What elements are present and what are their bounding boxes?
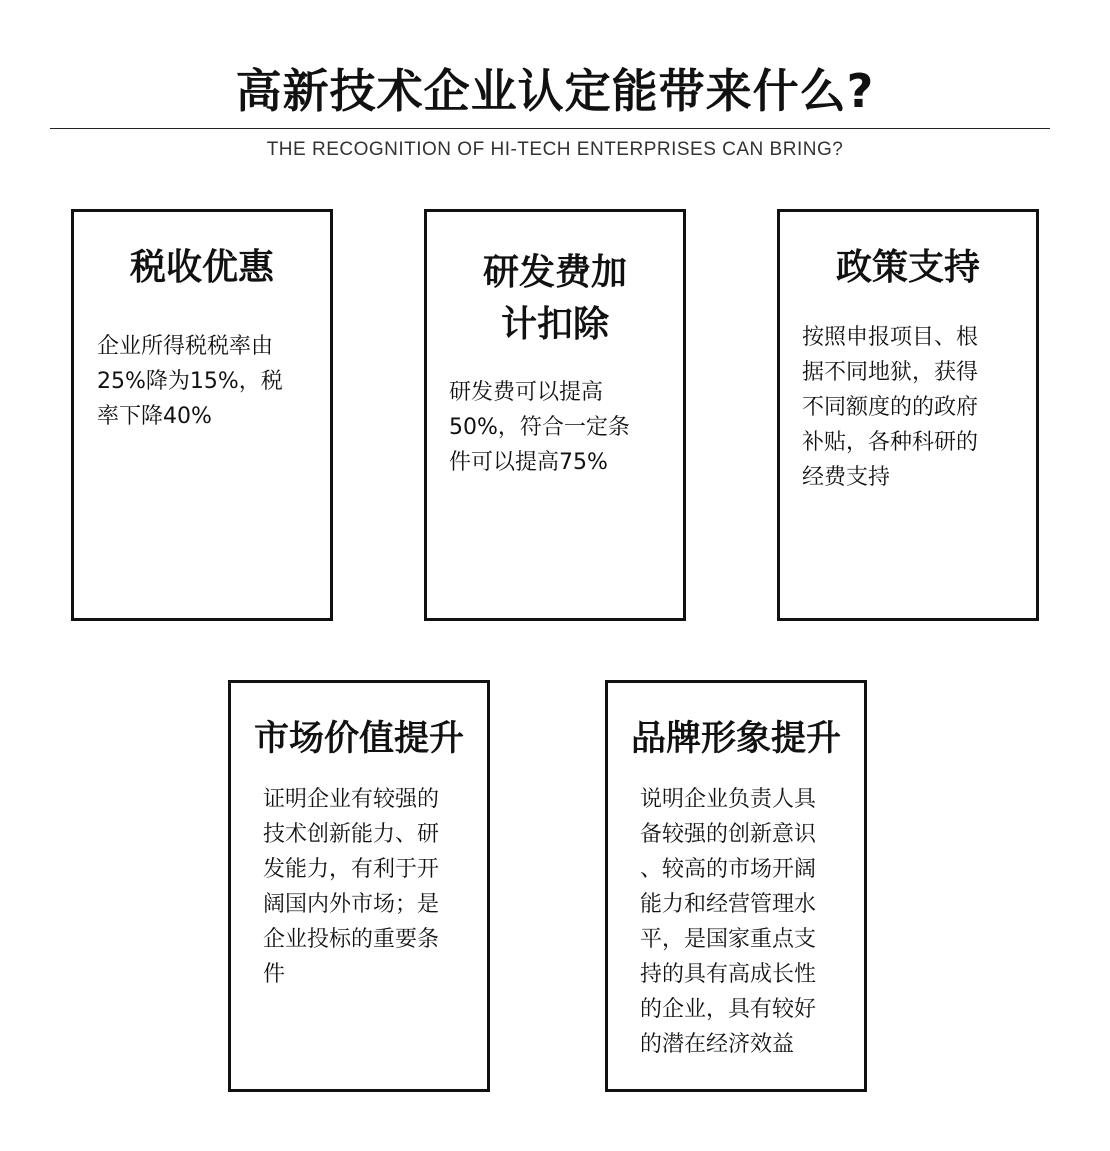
benefit-card-tax — [71, 209, 333, 621]
benefit-card-policy — [777, 209, 1039, 621]
card-title: 市场价值提升 — [253, 719, 464, 759]
benefit-card-market-value — [228, 680, 490, 1092]
page-subtitle: THE RECOGNITION OF HI-TECH ENTERPRISES CAN BRING? — [266, 139, 844, 160]
card-body: 按照申报项目、根 据不同地狱，获得 不同额度的的政府 补贴，各种科研的 经费支持 — [802, 325, 979, 490]
card-body: 证明企业有较强的 技术创新能力、研 发能力，有利于开 阔国内外市场；是 企业投标的重要条 件 — [263, 787, 440, 987]
card-title: 政策支持 — [835, 247, 980, 288]
card-body: 企业所得税税率由 25%降为15%，税 率下降40% — [97, 334, 283, 429]
card-title: 品牌形象提升 — [630, 719, 841, 759]
benefit-card-brand-image — [605, 680, 867, 1092]
card-body: 研发费可以提高 50%，符合一定条 件可以提高75% — [449, 380, 630, 475]
card-body: 说明企业负责人具 备较强的创新意识 、较高的市场开阔 能力和经营管理水 平，是国家重点支 持的具有高成长性 的企业，具有较好 的潜在经济效益 — [640, 787, 817, 1057]
benefit-card-rd-deduction — [424, 209, 686, 621]
page-title: 高新技术企业认定能带来什么? — [235, 64, 875, 118]
card-title: 税收优惠 — [129, 247, 274, 288]
title-divider — [50, 128, 1050, 129]
card-title: 研发费加 计扣除 — [482, 252, 627, 345]
